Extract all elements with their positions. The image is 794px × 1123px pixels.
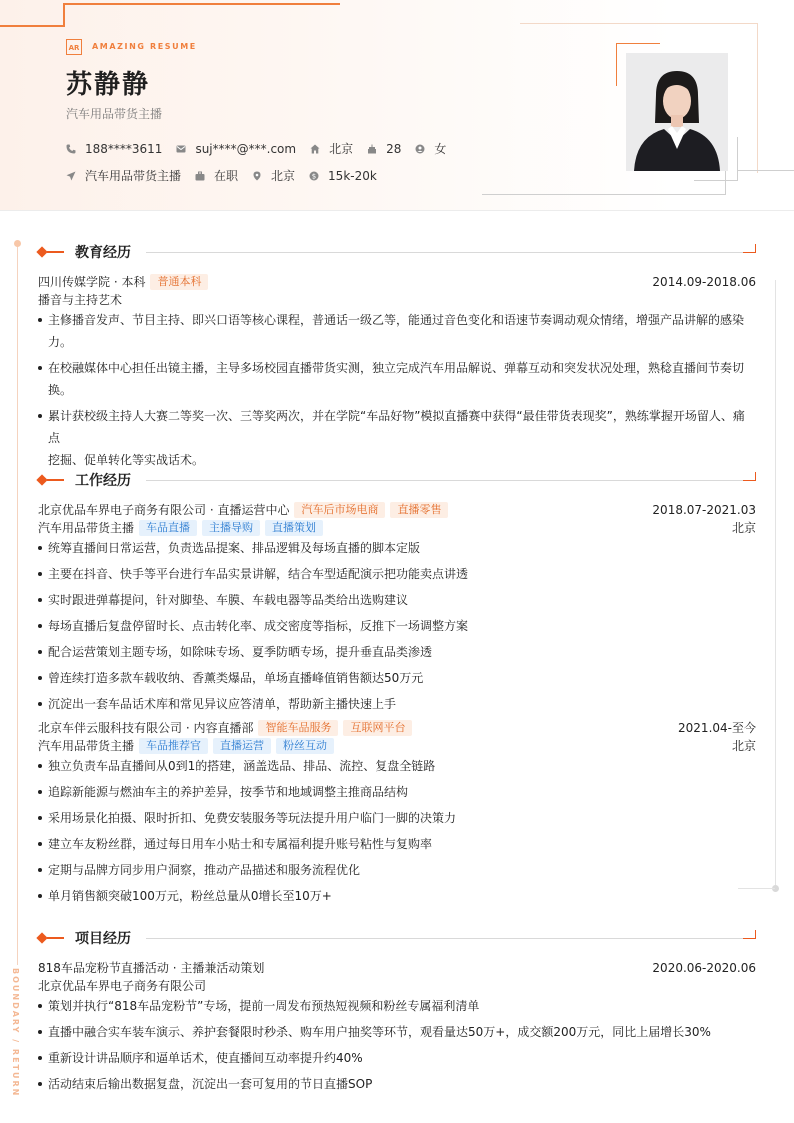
education-section-header <box>38 244 756 260</box>
header-accent-line <box>63 4 65 27</box>
project-name: 818车品宠粉节直播活动 · 主播兼活动策划 <box>38 961 265 975</box>
mail-icon <box>176 144 186 154</box>
home-icon <box>310 144 320 154</box>
header-frame-line <box>616 43 660 44</box>
industry-tag: 直播零售 <box>390 502 448 518</box>
job-bullet: 主要在抖音、快手等平台进行车品实景讲解，结合车型适配演示把功能卖点讲透 <box>38 563 756 585</box>
education-bullet: 在校融媒体中心担任出镜主播，主导多场校园直播带货实测，独立完成汽车用品解说、弹幕互动和突发状况处理，熟稔直播间节奏切 换。 <box>38 357 756 401</box>
job-date: 2021.04-至今 <box>678 721 756 735</box>
industry-tag: 智能车品服务 <box>258 720 338 736</box>
job-bullet: 建立车友粉丝群，通过每日用车小贴士和专属福利提升账号粘性与复购率 <box>38 833 756 855</box>
intent-city-text: 北京 <box>271 169 296 183</box>
section-diamond-icon <box>36 932 47 943</box>
education-date: 2014.09-2018.06 <box>652 275 756 289</box>
section-dash <box>47 937 64 939</box>
right-rail-line <box>775 280 776 888</box>
section-title: 教育经历 <box>75 245 131 261</box>
education-bullet: 累计获校级主持人大赛二等奖一次、三等奖两次，并在学院“车品好物”模拟直播赛中获得“最佳带货表现奖”，熟练掌握开场留人、痛点 挖掘、促单转化等实战话术。 <box>38 405 756 471</box>
header-frame-line <box>694 180 738 181</box>
contact-row <box>66 140 460 157</box>
side-rail-dot <box>14 240 21 247</box>
job-date: 2018.07-2021.03 <box>652 503 756 517</box>
phone-text: 188****3611 <box>85 141 163 156</box>
job-bullet: 追踪新能源与燃油车主的养护差异，按季节和地域调整主推商品结构 <box>38 781 756 803</box>
job-bullet: 独立负责车品直播间从0到1的搭建，涵盖选品、排品、流控、复盘全链路 <box>38 755 756 777</box>
candidate-title: 汽车用品带货主播 <box>66 107 163 121</box>
section-corner <box>743 244 756 253</box>
school-name: 四川传媒学院 · 本科 <box>38 275 146 289</box>
industry-tag: 互联网平台 <box>343 720 412 736</box>
project-bullet: 活动结束后输出数据复盘，沉淀出一套可复用的节日直播SOP <box>38 1073 756 1095</box>
job-bullet: 沉淀出一套车品话术库和常见异议应答清单，帮助新主播快速上手 <box>38 693 756 715</box>
cake-icon <box>367 144 377 154</box>
header-accent-line <box>0 25 64 27</box>
briefcase-icon <box>195 171 205 181</box>
job-role-row <box>38 519 756 537</box>
job-bullet: 配合运营策划主题专场，如除味专场、夏季防晒专场，提升垂直品类渗透 <box>38 641 756 663</box>
intent-job-text: 汽车用品带货主播 <box>85 169 182 183</box>
section-rule <box>146 938 756 939</box>
major-row <box>38 291 756 309</box>
status-text: 在职 <box>214 169 239 183</box>
job-city: 北京 <box>731 739 756 753</box>
job-bullet: 采用场景化拍摄、限时折扣、免费安装服务等玩法提升用户临门一脚的决策力 <box>38 807 756 829</box>
side-vertical-text: BOUNDARY / RETURN <box>11 968 20 1098</box>
email-text: suj****@***.com <box>195 141 297 156</box>
job-header-row <box>38 719 756 737</box>
section-rule <box>146 252 756 253</box>
role-tag: 粉丝互动 <box>276 738 334 754</box>
section-dash <box>47 251 64 253</box>
send-icon <box>66 171 76 181</box>
candidate-name: 苏静静 <box>66 70 151 100</box>
role-tag: 直播运营 <box>213 738 271 754</box>
intent-row <box>66 167 391 184</box>
section-diamond-icon <box>36 474 47 485</box>
intent-city-item <box>252 167 295 184</box>
header-frame-line <box>757 23 758 173</box>
hometown-item <box>310 140 353 157</box>
work-section-header <box>38 472 756 488</box>
gender-item <box>415 140 446 157</box>
section-diamond-icon <box>36 246 47 257</box>
project-bullet: 重新设计讲品顺序和逼单话术，使直播间互动率提升约40% <box>38 1047 756 1069</box>
phone-icon <box>66 144 76 154</box>
job-bullet: 实时跟进弹幕提问，针对脚垫、车膜、车载电器等品类给出选购建议 <box>38 589 756 611</box>
header-frame-line <box>520 23 758 24</box>
degree-tag: 普通本科 <box>150 274 208 290</box>
project-company: 北京优品车界电子商务有限公司 <box>38 979 207 993</box>
section-dash <box>47 479 64 481</box>
user-circle-icon <box>415 144 425 154</box>
job-bullet: 定期与品牌方同步用户洞察，推动产品描述和服务流程优化 <box>38 859 756 881</box>
job-bullet: 每场直播后复盘停留时长、点击转化率、成交密度等指标，反推下一场调整方案 <box>38 615 756 637</box>
project-date: 2020.06-2020.06 <box>652 961 756 975</box>
major-name: 播音与主持艺术 <box>38 293 123 307</box>
gender-text: 女 <box>434 142 447 156</box>
education-bullet: 主修播音发声、节目主持、即兴口语等核心课程，普通话一级乙等，能通过音色变化和语速节奏调动观众情绪，增强产品讲解的感染 力。 <box>38 309 756 353</box>
company-name: 北京车伴云服科技有限公司 · 内容直播部 <box>38 721 254 735</box>
hometown-text: 北京 <box>329 142 354 156</box>
svg-text:$: $ <box>311 172 317 180</box>
job-city: 北京 <box>731 521 756 535</box>
brand-logo: AR <box>66 39 82 55</box>
job-role: 汽车用品带货主播 <box>38 521 135 535</box>
project-company-row <box>38 977 756 995</box>
header-frame-line <box>482 194 726 195</box>
phone-item <box>66 142 162 156</box>
section-corner <box>743 930 756 939</box>
section-title: 项目经历 <box>75 931 131 947</box>
section-corner <box>743 472 756 481</box>
profile-photo-illustration <box>626 53 728 171</box>
project-bullet: 直播中融合实车装车演示、养护套餐限时秒杀、购车用户抽奖等环节，观看量达50万+，成交额200万元，同比上届增长30% <box>38 1021 756 1043</box>
section-rule <box>146 480 756 481</box>
project-bullet: 策划并执行“818车品宠粉节”专场，提前一周发布预热短视频和粉丝专属福利清单 <box>38 995 756 1017</box>
money-icon <box>309 171 319 181</box>
role-tag: 主播导购 <box>202 520 260 536</box>
header-frame-line <box>738 170 794 171</box>
status-item <box>195 167 238 184</box>
resume-header <box>0 0 794 211</box>
age-item <box>367 142 401 156</box>
header-frame-line <box>737 137 738 181</box>
age-text: 28 <box>386 141 402 156</box>
industry-tag: 汽车后市场电商 <box>294 502 385 518</box>
job-role: 汽车用品带货主播 <box>38 739 135 753</box>
role-tag: 直播策划 <box>265 520 323 536</box>
role-tag: 车品直播 <box>139 520 197 536</box>
job-role-row <box>38 737 756 755</box>
brand-tagline: AMAZING RESUME <box>92 42 197 51</box>
project-section-header <box>38 930 756 946</box>
job-header-row <box>38 501 756 519</box>
side-rail-line <box>17 245 18 965</box>
profile-photo <box>626 53 728 171</box>
job-bullet: 曾连续打造多款车载收纳、香薰类爆品，单场直播峰值销售额达50万元 <box>38 667 756 689</box>
role-tag: 车品推荐官 <box>139 738 208 754</box>
education-header-row <box>38 273 756 291</box>
salary-text: 15k-20k <box>328 168 377 183</box>
company-name: 北京优品车界电子商务有限公司 · 直播运营中心 <box>38 503 290 517</box>
email-item <box>176 142 296 156</box>
section-title: 工作经历 <box>75 473 131 489</box>
job-bullet: 统筹直播间日常运营，负责选品提案、排品逻辑及每场直播的脚本定版 <box>38 537 756 559</box>
project-header-row <box>38 959 756 977</box>
header-frame-line <box>616 43 617 86</box>
intent-job-item <box>66 167 181 184</box>
salary-item <box>309 169 377 183</box>
job-bullet: 单月销售额突破100万元，粉丝总量从0增长至10万+ <box>38 885 756 907</box>
header-accent-line <box>63 3 340 5</box>
location-pin-icon <box>252 171 262 181</box>
